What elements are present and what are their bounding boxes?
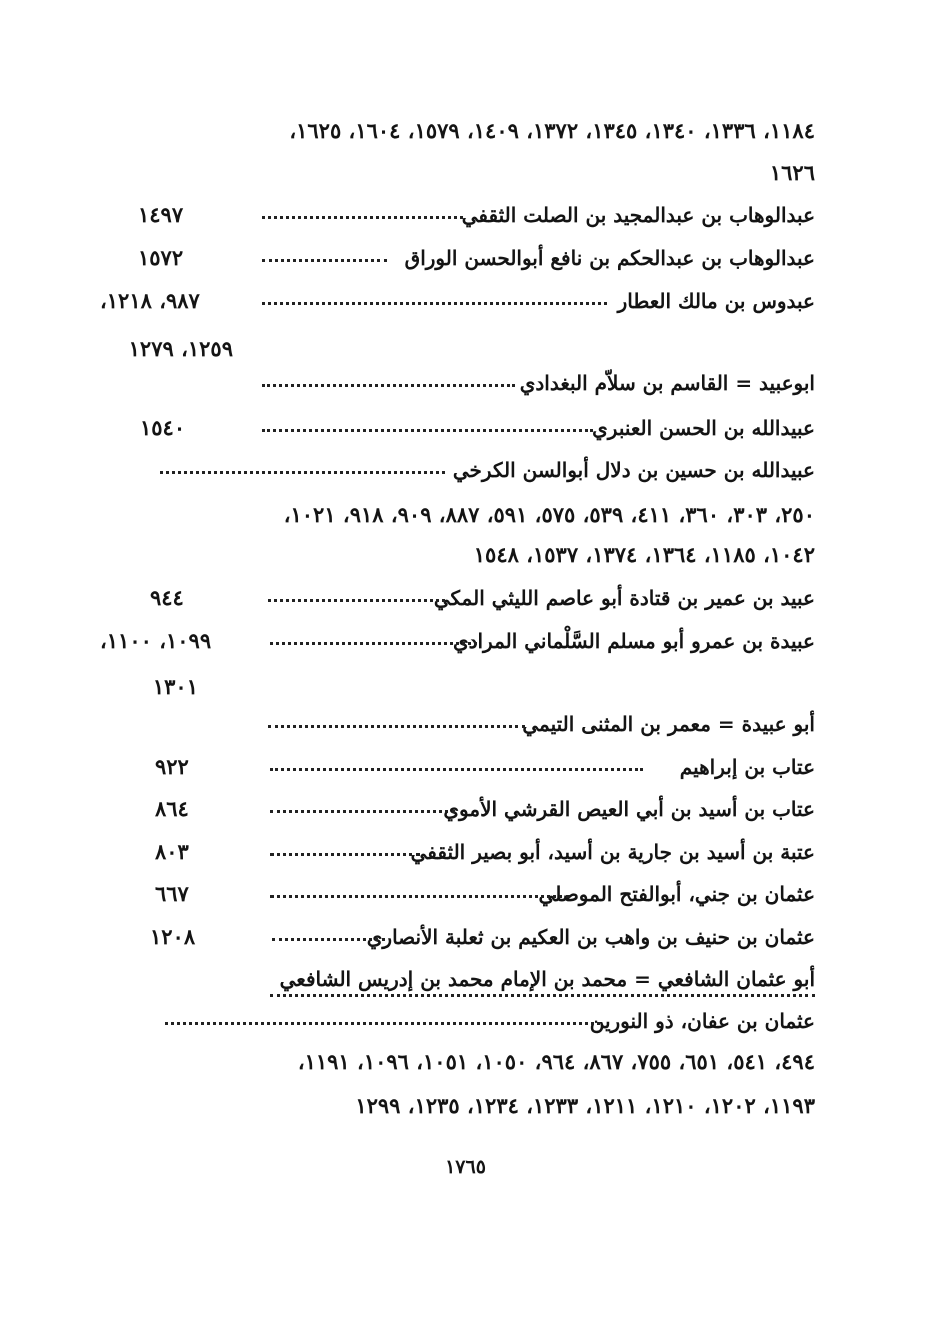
index-entry [120, 243, 815, 277]
index-entry [100, 286, 815, 320]
entry-name: عتاب بن أسيد بن أبي العيص القرشي الأموي [443, 797, 815, 821]
entry-name: عبيدة بن عمرو أبو مسلم السَّلْماني المرادي [452, 629, 815, 653]
page-number: ١٧٦٥ [445, 1156, 486, 1178]
index-entry [140, 413, 815, 447]
entry-pages: ٦٦٧ [155, 881, 189, 906]
dot-leader [262, 302, 607, 305]
index-entry [262, 368, 815, 402]
dot-leader [262, 216, 463, 219]
entry-name: عبيدالله بن الحسن العنبري [592, 416, 815, 440]
page-ref-continuation: ٤٩٤، ٥٤١، ٦٥١، ٧٥٥، ٨٦٧، ٩٦٤، ١٠٥٠، ١٠٥١، ١٠٩٦، ١١٩١، [297, 1049, 815, 1074]
dot-leader [270, 895, 570, 898]
dot-leader [262, 384, 515, 387]
entry-name: ابوعبيد = القاسم بن سلاّم البغدادي [519, 371, 815, 395]
entry-name: عبدالوهاب بن عبدالحكم بن نافع أبوالحسن الوراق [404, 246, 815, 270]
dot-leader [270, 768, 643, 771]
entry-pages: ٨٠٣ [155, 839, 189, 864]
dot-leader [270, 853, 420, 856]
index-entry [150, 583, 815, 617]
dot-leader [262, 429, 593, 432]
index-entry [155, 837, 815, 871]
index-entry [155, 752, 815, 786]
page-ref-continuation: ١٦٢٦ [769, 160, 815, 185]
page-ref-continuation: ١٠٤٢، ١١٨٥، ١٣٦٤، ١٣٧٤، ١٥٣٧، ١٥٤٨ [473, 542, 815, 567]
index-entry [150, 922, 815, 956]
entry-name: عبيد بن عمير بن قتادة أبو عاصم الليثي المكي [433, 586, 815, 610]
entry-pages: ١٥٤٠ [140, 415, 186, 440]
dot-leader [262, 259, 387, 262]
page-ref-continuation: ١٣٠١ [152, 674, 198, 699]
index-entry [155, 794, 815, 828]
entry-name: عبدوس بن مالك العطار [617, 289, 815, 313]
entry-pages: ٩٤٤ [150, 585, 184, 610]
entry-pages: ١٢٠٨ [150, 924, 196, 949]
entry-name: أبو عبيدة = معمر بن المثنى التيمي [522, 712, 815, 736]
dot-leader [270, 810, 455, 813]
entry-name: أبو عثمان الشافعي = محمد بن الإمام محمد بن إدريس الشافعي [279, 967, 815, 991]
dot-leader [165, 1022, 600, 1025]
entry-name: عثمان بن عفان، ذو النورين [589, 1009, 815, 1033]
entry-pages: ١٥٧٢ [138, 245, 184, 270]
index-entry [160, 455, 815, 489]
page-ref-continuation: ٢٥٠، ٣٠٣، ٣٦٠، ٤١١، ٥٣٩، ٥٧٥، ٥٩١، ٨٨٧، ٩٠٩، ٩١٨، ١٠٢١، [283, 502, 815, 527]
entry-pages: ١٤٩٧ [138, 202, 184, 227]
index-entry [268, 709, 815, 743]
page-ref-continuation: ١١٩٣، ١٢٠٢، ١٢١٠، ١٢١١، ١٢٣٣، ١٢٣٤، ١٢٣٥، ١٢٩٩ [355, 1093, 815, 1118]
dot-leader [270, 994, 815, 997]
entry-pages: ٩٨٧، ١٢١٨، [100, 288, 200, 313]
dot-leader [268, 725, 525, 728]
dot-leader [268, 599, 445, 602]
entry-name: عثمان بن جني، أبوالفتح الموصلي [538, 882, 815, 906]
entry-pages: ٨٦٤ [155, 796, 189, 821]
index-entry [270, 964, 815, 998]
index-entry [120, 200, 815, 234]
dot-leader [270, 642, 477, 645]
entry-pages: ١٠٩٩، ١١٠٠، [100, 628, 212, 653]
dot-leader [272, 938, 385, 941]
entry-name: عبيدالله بن حسين بن دلال أبوالسن الكرخي [452, 458, 815, 482]
page-ref-continuation: ١٢٥٩، ١٢٧٩ [128, 336, 233, 361]
index-entry [155, 879, 815, 913]
entry-name: عتاب بن إبراهيم [679, 755, 815, 779]
index-entry [165, 1006, 815, 1040]
entry-name: عثمان بن حنيف بن واهب بن العكيم بن ثعلبة الأنصاري [366, 925, 815, 949]
index-entry [100, 626, 815, 660]
page-ref-continuation: ١١٨٤، ١٣٣٦، ١٣٤٠، ١٣٤٥، ١٣٧٢، ١٤٠٩، ١٥٧٩، ١٦٠٤، ١٦٢٥، [289, 118, 815, 143]
entry-pages: ٩٢٢ [155, 754, 189, 779]
entry-name: عتبة بن أسيد بن جارية بن أسيد، أبو بصير الثقفي [410, 840, 815, 864]
dot-leader [160, 471, 445, 474]
entry-name: عبدالوهاب بن عبدالمجيد بن الصلت الثقفي [461, 203, 815, 227]
